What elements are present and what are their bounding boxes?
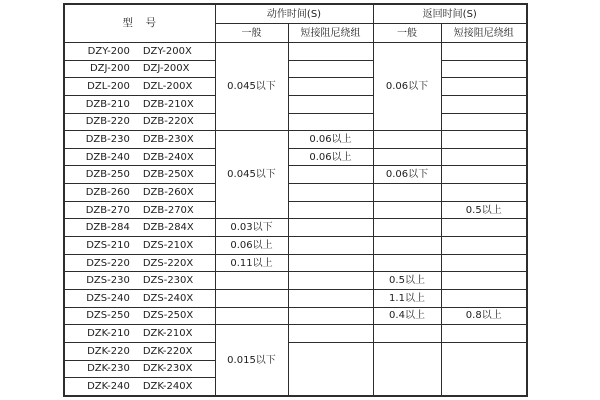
act-damping-cell: [288, 342, 373, 396]
model-cell: [64, 342, 215, 360]
act-damping-cell: [288, 237, 373, 255]
ret-damping-cell: [441, 131, 527, 149]
model-cell: [64, 43, 215, 61]
ret-damping-cell: [441, 325, 527, 343]
header-action-time: 动作时间(S): [215, 4, 373, 24]
model-label: DZL-200X: [142, 81, 193, 93]
table-body: [64, 43, 527, 397]
ret-general-cell: [373, 148, 441, 166]
ret-damping-cell: [441, 113, 527, 131]
model-label: DZB-230X: [142, 134, 194, 146]
model-cell: [64, 272, 215, 290]
model-label: DZJ-200X: [142, 63, 190, 75]
table-row: [64, 289, 527, 307]
header-action-damping: 短接阻尼绕组: [288, 24, 373, 43]
act-damping-cell: [288, 325, 373, 343]
table-row: [64, 78, 527, 96]
model-label: DZS-210: [86, 239, 130, 251]
model-label: DZY-200: [87, 45, 130, 57]
ret-general-cell: 1.1以上: [373, 289, 441, 307]
ret-damping-cell: [441, 342, 527, 396]
table-row: [64, 131, 527, 149]
act-damping-cell: [288, 272, 373, 290]
table-row: [64, 43, 527, 61]
table-header: [64, 4, 527, 43]
model-cell: [64, 254, 215, 272]
ret-general-cell: [373, 201, 441, 219]
header-return-time: 返回时间(S): [373, 4, 527, 24]
ret-general-cell: [373, 342, 441, 396]
model-cell: [64, 148, 215, 166]
model-label: DZL-200: [87, 81, 130, 93]
act-general-cell: 0.06以上: [215, 237, 288, 255]
header-return-damping: 短接阻尼绕组: [441, 24, 527, 43]
table-row: [64, 254, 527, 272]
model-cell: [64, 237, 215, 255]
ret-damping-cell: [441, 60, 527, 78]
model-cell: [64, 113, 215, 131]
act-damping-cell: [288, 113, 373, 131]
table-row: [64, 113, 527, 131]
model-label: DZB-220X: [142, 116, 194, 128]
model-label: DZS-240: [86, 292, 130, 304]
ret-damping-cell: [441, 254, 527, 272]
model-label: DZS-230X: [142, 275, 194, 287]
model-label: DZB-240: [85, 151, 130, 163]
table-row: [64, 237, 527, 255]
table-row: [64, 166, 527, 184]
ret-general-cell: 0.5以上: [373, 272, 441, 290]
ret-damping-cell: [441, 78, 527, 96]
act-general-cell: [215, 289, 288, 307]
model-cell: [64, 60, 215, 78]
act-damping-cell: [288, 60, 373, 78]
ret-general-cell: [373, 325, 441, 343]
table-row: [64, 342, 527, 360]
model-label: DZB-260: [85, 186, 130, 198]
act-damping-cell: [288, 254, 373, 272]
ret-general-cell: [373, 184, 441, 202]
model-label: DZJ-200: [89, 63, 130, 75]
act-general-cell: 0.11以上: [215, 254, 288, 272]
model-cell: [64, 325, 215, 343]
model-label: DZY-200X: [142, 45, 192, 57]
model-label: DZB-284X: [142, 222, 194, 234]
ret-damping-cell: [441, 289, 527, 307]
model-label: DZK-230: [87, 363, 130, 375]
model-label: DZK-210: [87, 328, 130, 340]
ret-general-cell: 0.06以下: [373, 43, 441, 131]
act-damping-cell: [288, 95, 373, 113]
model-cell: [64, 289, 215, 307]
model-label: DZS-250: [86, 310, 130, 322]
ret-general-cell: [373, 237, 441, 255]
act-damping-cell: [288, 43, 373, 61]
table-row: [64, 184, 527, 202]
table-row: [64, 219, 527, 237]
model-label: DZK-240X: [142, 381, 193, 393]
model-cell: [64, 166, 215, 184]
act-general-cell: 0.03以下: [215, 219, 288, 237]
table-row: [64, 148, 527, 166]
model-label: DZB-240X: [142, 151, 194, 163]
ret-damping-cell: [441, 237, 527, 255]
model-label: DZK-240: [87, 381, 130, 393]
act-general-cell: 0.015以下: [215, 325, 288, 396]
model-label: DZB-210: [85, 98, 130, 110]
ret-general-cell: 0.06以下: [373, 166, 441, 184]
model-label: DZB-284: [85, 222, 130, 234]
model-cell: [64, 201, 215, 219]
act-damping-cell: 0.06以上: [288, 131, 373, 149]
table-row: [64, 60, 527, 78]
ret-general-cell: [373, 131, 441, 149]
model-label: DZS-230: [86, 275, 130, 287]
act-general-cell: 0.045以下: [215, 131, 288, 219]
model-label: DZS-250X: [142, 310, 194, 322]
header-return-general: 一般: [373, 24, 441, 43]
act-general-cell: [215, 272, 288, 290]
act-general-cell: 0.045以下: [215, 43, 288, 131]
ret-damping-cell: [441, 95, 527, 113]
act-general-cell: [215, 307, 288, 325]
act-damping-cell: [288, 219, 373, 237]
model-cell: [64, 131, 215, 149]
model-label: DZB-220: [85, 116, 130, 128]
model-label: DZS-210X: [142, 239, 194, 251]
model-label: DZB-260X: [142, 186, 194, 198]
ret-damping-cell: [441, 148, 527, 166]
model-label: DZB-250X: [142, 169, 194, 181]
header-action-general: 一般: [215, 24, 288, 43]
table-row: [64, 325, 527, 343]
model-cell: [64, 78, 215, 96]
model-cell: [64, 184, 215, 202]
ret-damping-cell: [441, 43, 527, 61]
model-label: DZB-270X: [142, 204, 194, 216]
table-row: [64, 95, 527, 113]
model-label: DZB-250: [85, 169, 130, 181]
act-damping-cell: [288, 307, 373, 325]
act-damping-cell: [288, 78, 373, 96]
model-cell: [64, 360, 215, 378]
act-damping-cell: 0.06以上: [288, 148, 373, 166]
model-label: DZK-230X: [142, 363, 193, 375]
model-label: DZS-240X: [142, 292, 194, 304]
model-cell: [64, 95, 215, 113]
table-row: [64, 201, 527, 219]
act-damping-cell: [288, 166, 373, 184]
model-label: DZS-220X: [142, 257, 194, 269]
act-damping-cell: [288, 184, 373, 202]
table-row: [64, 272, 527, 290]
act-damping-cell: [288, 289, 373, 307]
ret-damping-cell: [441, 184, 527, 202]
model-label: DZB-270: [85, 204, 130, 216]
model-label: DZB-210X: [142, 98, 194, 110]
model-cell: [64, 219, 215, 237]
ret-damping-cell: [441, 219, 527, 237]
ret-damping-cell: [441, 166, 527, 184]
model-label: DZK-220X: [142, 345, 193, 357]
model-cell: [64, 378, 215, 396]
ret-general-cell: [373, 219, 441, 237]
ret-damping-cell: 0.5以上: [441, 201, 527, 219]
ret-general-cell: 0.4以上: [373, 307, 441, 325]
relay-spec-table: [63, 3, 528, 397]
ret-general-cell: [373, 254, 441, 272]
ret-damping-cell: 0.8以上: [441, 307, 527, 325]
model-label: DZK-220: [87, 345, 130, 357]
header-row-groups: [64, 4, 527, 24]
model-label: DZB-230: [85, 134, 130, 146]
model-cell: [64, 307, 215, 325]
act-damping-cell: [288, 201, 373, 219]
ret-damping-cell: [441, 272, 527, 290]
model-label: DZS-220: [86, 257, 130, 269]
model-label: DZK-210X: [142, 328, 193, 340]
header-model: 型 号: [64, 4, 215, 43]
table-row: [64, 307, 527, 325]
